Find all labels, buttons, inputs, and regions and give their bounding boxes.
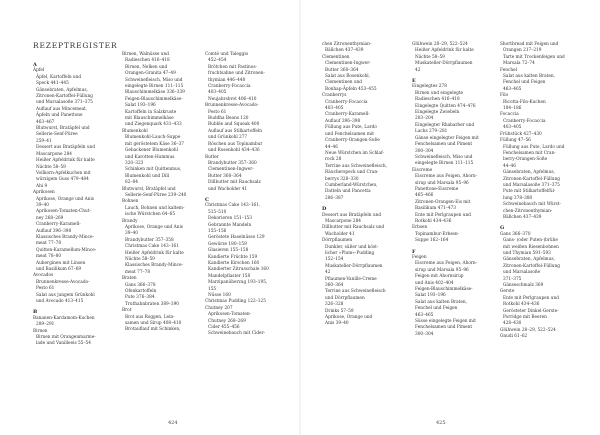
index-subentry: und Basilikum 67–69	[36, 267, 82, 272]
index-subentry: würzigem Guss 479–484	[36, 177, 89, 183]
index-subentry: Clementinen-Ingwer-	[325, 61, 371, 67]
index-subentry: Salat aus Rosenkohl,	[325, 74, 370, 80]
index-subentry: und Marsalasoße 371–375	[503, 182, 560, 188]
index-subentry: 39–40	[36, 202, 49, 208]
index-subentry: 403–405	[208, 90, 227, 96]
index-subentry: 326–328	[325, 302, 344, 308]
index-entry: Aprikosen	[33, 190, 55, 196]
index-subentry: thymian 446–448	[208, 77, 246, 83]
index-subentry: Cumberland-Würstchen,	[325, 182, 378, 188]
index-subentry: Salat 193–196	[415, 293, 446, 299]
index-subentry: meat 78–80	[36, 254, 62, 260]
index-subentry: Mascarpone 284	[36, 151, 73, 157]
index-entry: Clementinen	[322, 54, 350, 60]
index-entry: Blutwurst, Bratäpfel und	[122, 186, 176, 192]
index-subentry: 515–510	[208, 209, 227, 215]
index-subentry: fruchtsahne und Zitronen-	[208, 71, 265, 77]
index-column-3	[205, 52, 283, 338]
index-entry: Füllung 47–56	[500, 138, 531, 144]
index-column-2	[122, 52, 200, 334]
index-column-1	[33, 62, 111, 348]
index-subentry: meat 77–78	[125, 269, 151, 275]
index-subentry: Dunkler, süßer und köst-	[325, 244, 379, 250]
index-subentry: Dekorieren 151–153	[208, 216, 252, 222]
index-subentry: Gans- (oder Puten-)brühe	[503, 238, 558, 244]
index-subentry: Panettone-Eiscreme	[415, 186, 459, 192]
index-entry: Bohnen	[122, 199, 139, 205]
index-subentry: Eingelegte Quitten 474–476	[415, 103, 476, 109]
index-subentry: Lachs 279–281	[415, 129, 448, 135]
index-subentry: Feigen-Blauschimmelkäse-	[125, 96, 183, 102]
index-entry: Chutney 207	[205, 305, 233, 311]
index-subentry: Salat 193–196	[125, 103, 156, 109]
index-entry: Äpfel	[33, 68, 45, 74]
index-subentry: Aprikosen-Tomaten-Chut-	[36, 209, 91, 215]
index-subentry: Gebrannte Mandeln	[208, 222, 252, 228]
index-subentry: Äpfeln und Panettone	[36, 113, 83, 119]
index-subentry: Cider 455–456	[208, 325, 240, 331]
index-subentry: Radieschen 416–418	[125, 58, 170, 64]
index-subentry: 82–84	[125, 180, 138, 186]
index-subentry: und Wacholder 41	[208, 186, 248, 192]
index-subentry: und Marsalasoße 371–375	[36, 100, 93, 106]
index-subentry: Zitronen-Kartoffel-Füllung	[36, 94, 93, 100]
index-subentry: Gänsebraten, Apfelmus,	[503, 170, 555, 176]
index-subentry: Feigen-Blauschimmelkäse-	[415, 287, 473, 293]
index-subentry: Sellerie-Senf-Püree 239–240	[125, 192, 187, 198]
index-subentry: Eingelegter Rhabarber und	[415, 122, 475, 128]
index-subentry: Pute 376–384	[125, 295, 155, 301]
index-subentry: Datteln und Pancetta	[325, 189, 371, 195]
index-subentry: Anis 39–40	[325, 321, 349, 327]
index-column-5	[412, 42, 490, 338]
index-entry: Braten	[122, 276, 137, 282]
index-subentry: Pesto 61	[208, 109, 227, 115]
index-column-6	[500, 42, 578, 341]
index-subentry: Auflauf aus Stilkartoffeln	[208, 128, 263, 134]
index-entry: Gerste	[500, 289, 515, 295]
index-subentry: Muskateller-Dörrpflaumen	[325, 263, 383, 269]
index-subentry: Äpfel, Kartoffeln und	[36, 74, 82, 80]
index-subentry: Süsse eingelegte Feigen mit	[415, 319, 476, 325]
index-subentry: Ofenkartoffeln	[125, 289, 157, 295]
index-subentry: Marsala 72–74	[503, 61, 535, 67]
index-subentry: Heißer Apfeldrink für kalte	[415, 48, 474, 54]
index-subentry: 152–154	[325, 257, 344, 263]
index-entry: Dörrpflaumen	[322, 238, 353, 244]
index-subentry: Gänse eingelegter Feigen mit	[415, 135, 479, 141]
index-subentry: Glasieren 155–158	[208, 248, 249, 254]
index-section-letter: C	[205, 196, 209, 203]
index-subentry: 465–466	[415, 193, 434, 199]
index-subentry: mit geröstetem Käse 36–37	[125, 141, 184, 147]
index-subentry: eingelegte Birnen 111–115	[415, 161, 474, 167]
index-subentry: 428–430	[503, 321, 522, 327]
index-subentry: Pflaumen-Vanille-Creme	[325, 276, 377, 282]
index-subentry: Butter 360–364	[208, 173, 242, 179]
index-subentry: Radieschen 416–418	[415, 97, 460, 103]
index-subentry: 289–291	[36, 322, 55, 328]
index-entry: Christmas Cake 143–161,	[205, 203, 261, 209]
index-subentry: Schweinefleisch, Miso und	[125, 77, 183, 83]
index-subentry: Zitronen-Kartoffel-Füllung	[503, 263, 560, 269]
index-subentry: sirup und Marsala 95–96	[415, 267, 469, 273]
index-subentry: und Karotten-Hummus	[125, 154, 175, 160]
index-subentry: Gans 366–378	[125, 282, 156, 288]
index-subentry: Blutwurst, Bratäpfel und	[36, 126, 90, 132]
index-entry: Birnen	[33, 328, 48, 334]
index-subentry: Brotauflauf mit Schinken,	[125, 327, 181, 333]
page-number: 424	[168, 420, 178, 426]
index-subentry: 155–156	[208, 228, 227, 234]
index-subentry: Nächte 58–59	[36, 164, 66, 170]
index-entry: chen Zitronenthymian-	[322, 42, 372, 47]
index-subentry: Vollkorn-Apfelkuchen mit	[36, 170, 91, 176]
index-entry: Eingelegtes 278	[412, 84, 447, 90]
index-subentry: Orangen 217–219	[503, 48, 542, 54]
index-subentry: Neujahrsbrot 406–410	[208, 96, 257, 102]
index-subentry: Blauschimmelkäse 336–339	[125, 90, 185, 96]
index-subentry: Cranberry-Focaccia	[503, 118, 546, 124]
index-subentry: berrys 328–330	[325, 176, 359, 182]
index-subentry: Heißer Apfeldrink für kalte	[125, 250, 184, 256]
index-subentry: Auflauf 396–398	[36, 228, 72, 234]
index-subentry: Rotkohl 434–436	[415, 218, 452, 224]
index-subentry: 44–46	[325, 144, 338, 150]
index-subentry: Heißer Apfeldrink für kalte	[36, 158, 95, 164]
index-subentry: Eiscreme aus Feigen, Ahorn-	[415, 174, 478, 180]
index-subentry: lung 378–380	[503, 195, 533, 201]
index-subentry: Fenchelsamen und Piment	[415, 325, 473, 331]
index-subentry: Kandierte Kirschen 160	[208, 261, 260, 266]
index-subentry: Fenchelsamen mit Cran-	[503, 150, 556, 156]
index-subentry: licher »Plum«-Pudding	[325, 251, 375, 256]
index-subentry: Brandybutter 357–358	[125, 237, 174, 243]
index-subentry: 42	[325, 270, 331, 276]
index-subentry: eingelegte Birnen 111–115	[125, 84, 184, 90]
index-subentry: Salat aus kalten Braten,	[415, 299, 467, 305]
index-entry: Focaccia	[500, 112, 519, 118]
index-subentry: ische Würstchen 64–65	[125, 212, 176, 218]
index-subentry: 203–204	[415, 116, 434, 122]
index-subentry: Tarte mit Trockenfeigen und	[503, 54, 565, 60]
index-subentry: Schweinebauch mit Würst-	[503, 202, 561, 208]
index-subentry: Ente mit Perlgraupen und	[415, 212, 471, 218]
index-subentry: Chutney 268–269	[208, 318, 246, 324]
index-subentry: Topinambur-Erbsen-	[415, 231, 460, 237]
index-subentry: Bällchen 437–439	[503, 214, 542, 220]
index-subentry: Ente mit Perlgraupen und	[503, 295, 559, 301]
index-section-letter: G	[500, 225, 505, 232]
index-subentry: Drinks 57–59	[325, 308, 354, 314]
index-subentry: Röschen aus Topinambur	[208, 141, 263, 147]
index-subentry: 320–323	[125, 160, 144, 166]
index-subentry: Brandybutter 357–360	[208, 160, 257, 166]
index-subentry: Blumenkohl und Dill	[125, 173, 170, 179]
index-subentry: Brot aus Roggen, Lein-	[125, 314, 175, 320]
index-subentry: mit Blauschimmelkäse	[125, 116, 174, 122]
index-subentry: und Ziegenquark 431–433	[125, 122, 182, 128]
index-entry: Cranberrys	[322, 93, 347, 99]
index-entry: Brot	[122, 308, 132, 314]
index-entry: Blumenkohl	[122, 128, 148, 134]
index-subentry: Aprikose, Orange und Anis	[36, 196, 94, 202]
index-subentry: 360–364	[325, 283, 344, 289]
index-subentry: rock 28	[325, 157, 342, 163]
index-subentry: und Dörrpflaumen	[325, 295, 365, 301]
index-subentry: Gewürze 180–159	[208, 241, 247, 247]
index-subentry: 463–465	[415, 312, 434, 318]
index-entry: Frühstück 427–430	[500, 131, 542, 137]
index-column-4	[322, 42, 400, 328]
index-subentry: sirup und Marsala 95–96	[415, 180, 469, 186]
page-number: 425	[436, 420, 446, 426]
index-subentry: Dessert aus Bratäpfeln und	[36, 145, 96, 151]
index-subentry: 39–40	[125, 231, 138, 237]
index-subentry: 403–405	[325, 106, 344, 112]
index-entry: Shortbread mit Feigen und	[500, 42, 559, 47]
index-subentry: und Avocado 413–415	[36, 299, 84, 305]
index-subentry: Cranberry-Focaccia	[325, 99, 368, 105]
index-subentry: Nüsse 160	[208, 293, 231, 299]
index-subentry: Blumenkohl-Lauch-Suppe	[125, 135, 181, 141]
index-subentry: 300–304	[415, 331, 434, 337]
index-entry: Erbsen	[412, 225, 428, 231]
index-subentry: Eingelegte Zwiebeln	[415, 110, 460, 116]
index-subentry: Clementinen-Ingwer-	[208, 167, 254, 173]
index-subentry: Mascarpone 284	[325, 218, 362, 224]
index-subentry: 44–46	[503, 163, 516, 169]
index-subentry: Neue Würstchen im Schlaf-	[325, 150, 384, 156]
index-entry: Filo	[500, 93, 509, 99]
index-subentry: Terrine aus Schweinefleisch	[325, 289, 386, 295]
index-subentry: mit weißen Riesenbohnen	[503, 244, 559, 250]
index-entry: Brandy	[122, 218, 138, 224]
index-entry: Gnudi 61–62	[500, 334, 528, 340]
index-subentry: berry-Orangen-Soße	[503, 157, 548, 163]
index-subentry: Cranberry-Orangen-Soße	[325, 138, 380, 144]
index-subentry: Pesto 61	[36, 286, 55, 292]
index-subentry: Sellerie-Senf-Püree	[36, 132, 78, 138]
index-subentry: Christmas Cake 143–161	[125, 244, 179, 250]
index-subentry: Birnen und eingelegte	[415, 90, 464, 96]
index-subentry: Cranberry-Focaccia	[208, 84, 251, 90]
index-section-letter: A	[33, 62, 37, 68]
index-entry: Birnen, Walnüsse und	[122, 52, 169, 57]
index-subentry: Cranberry-Karamell-	[325, 112, 370, 118]
index-subentry: Gänseschmalz 369	[503, 283, 544, 289]
index-entry: Dessert aus Bratäpfeln und	[322, 212, 382, 218]
index-subentry: Nächte 58–59	[415, 54, 445, 60]
index-subentry: Klassisches Brandy-Mince-	[36, 234, 94, 240]
index-subentry: 463–467	[36, 119, 55, 125]
index-subentry: Gänsebraten, Apfelmus,	[503, 257, 555, 263]
index-subentry: Auflauf 396–398	[325, 118, 361, 124]
index-subentry: Mandelpflaster 158	[208, 273, 251, 279]
index-subentry: und Fenchelsamen mit	[325, 131, 374, 137]
index-entry: Glühwein 28–29, 522–524	[500, 327, 556, 333]
index-subentry: Brunnenkresse-Avocado-	[36, 279, 90, 285]
index-subentry: und Grünkohl 277	[208, 135, 248, 141]
index-subentry: Schinken mit Quittenmus,	[125, 167, 182, 173]
index-subentry: Suppe 162–164	[415, 238, 449, 244]
index-entry: Butter	[205, 154, 219, 160]
index-subentry: Bonhap-Äpfeln 453–455	[325, 86, 377, 92]
index-subentry: Birnen mit Orangenmarme-	[36, 335, 96, 341]
index-subentry: Dillbutter mit Rauchsalz	[208, 180, 261, 186]
index-subentry: Aprikosen-Tomaten-	[208, 312, 252, 318]
index-subentry: und Marsalasoße	[503, 270, 541, 276]
index-entry: Dillbutter mit Rauchsalz und	[322, 225, 385, 231]
index-subentry: Bubble and Squeak 400	[208, 122, 260, 128]
index-subentry: Kandierter Zitrusschale 160	[208, 267, 269, 273]
index-entry: Brunnenkresse-Avocado-	[205, 103, 259, 109]
index-subentry: Aprikose, Orange und Anis	[125, 224, 183, 230]
index-subentry: Quitten-Karamellum-Mince-	[36, 247, 97, 253]
index-subentry: Brötchen mit Pastinos-	[208, 64, 257, 70]
index-section-letter: F	[412, 248, 416, 255]
index-subentry: Clementinen und	[325, 80, 363, 86]
index-subentry: Füllung aus Pute, Lardo	[325, 125, 377, 131]
index-subentry: Feigen mit Ahornsirup	[415, 274, 464, 280]
index-subentry: Porridge mit Beeren	[503, 315, 547, 321]
index-entry: Fenchel	[500, 67, 517, 73]
index-subentry: ney 268–269	[36, 215, 64, 221]
index-subentry: Truthahnbraten 389–390	[125, 301, 180, 307]
index-subentry: Cranberry-Karamell-	[36, 222, 81, 228]
index-subentry: Schweinebauch mit Cider-	[208, 331, 266, 337]
index-subentry: chen-Zitronenthymian-	[503, 208, 553, 214]
index-subentry: Geröstete Haselnüsse 129	[208, 235, 265, 241]
right-page	[300, 0, 600, 435]
index-subentry: Buddha Beans 120	[208, 116, 249, 122]
index-subentry: 300–304	[415, 148, 434, 154]
running-head: REZEPTREGISTER	[33, 41, 118, 50]
index-subentry: Lauch, Bohnen und kaltem-	[125, 205, 185, 211]
index-subentry: 42	[415, 67, 421, 73]
index-entry: Christmas Pudding 122–125	[205, 299, 266, 305]
index-subentry: Zitronen-Orangen-Eis mit	[415, 199, 471, 205]
index-subentry: Salat aus jungem Grünkohl	[36, 292, 95, 298]
index-subentry: Gebackener Blumenkohl	[125, 148, 179, 154]
index-subentry: Räucherspeck und Cran-	[325, 170, 379, 176]
index-subentry: 371–375	[503, 276, 522, 282]
index-subentry: und Thymian 591–593	[503, 251, 551, 256]
index-subentry: Auberginen mit Linsen	[36, 260, 86, 266]
index-subentry: Gerösteter Dinkel-Gerste-	[503, 308, 559, 314]
index-subentry: Eiscreme aus Feigen, Ahorn-	[415, 261, 478, 267]
index-section-letter: E	[412, 78, 416, 85]
index-subentry: Birnen, Nelken und	[125, 64, 168, 70]
index-subentry: 259–41	[36, 138, 52, 144]
index-entry: Gans 366–370	[500, 231, 531, 237]
index-entry: Feigen	[412, 255, 427, 260]
index-subentry: samen und Sirup 408–410	[125, 321, 182, 327]
index-subentry: 184–186	[503, 106, 522, 112]
index-subentry: 452–454	[208, 58, 227, 64]
index-subentry: Pute mit Stilkartoffelfül-	[503, 189, 556, 195]
index-subentry: Nächte 58–59	[125, 257, 155, 262]
index-subentry: Orangen-Granita 47–49	[125, 71, 176, 77]
index-subentry: Schweinefleisch, Miso und	[415, 154, 473, 160]
index-subentry: Aprikose, Orange und	[325, 315, 373, 321]
index-subentry: Speck 441–445	[36, 81, 69, 87]
index-subentry: und Rosenkohl 434–436	[208, 148, 260, 154]
index-subentry: meat 77–78	[36, 241, 62, 247]
index-subentry: 286–387	[325, 195, 344, 201]
index-subentry: Bällchen 437–439	[325, 48, 364, 54]
index-subentry: Marzipanüberzug 193–195,	[208, 280, 268, 286]
index-subentry: 463–465	[503, 86, 522, 92]
index-subentry: Terrine aus Schweinefleisch,	[325, 163, 388, 169]
index-subentry: Kartoffeln in Salzkruste	[125, 109, 177, 115]
index-subentry: Fenchel und Feigen	[415, 306, 458, 312]
index-entry: Eiscreme	[412, 167, 433, 173]
index-section-letter: D	[322, 206, 327, 213]
index-entry: Bananen-Kardamom-Kuchen	[33, 315, 95, 321]
index-subentry: Rotkohl 434–436	[503, 302, 540, 308]
index-entry: Comté und Taleggio	[205, 52, 249, 57]
index-subentry: Klassisches Brandy-Mince-	[125, 263, 183, 269]
index-subentry: Basilikum 471–473	[415, 206, 456, 212]
index-subentry: Muskateller-Dörrpflaumen	[415, 61, 473, 67]
index-section-letter: B	[33, 309, 38, 316]
index-subentry: Ricotta-Filo-Kuchen	[503, 99, 546, 105]
index-subentry: Füllung aus Pute, Lardo und	[503, 144, 565, 150]
index-subentry: Wacholder 41	[325, 231, 355, 237]
index-subentry: Zitronen-Kartoffel-Füllung	[503, 176, 560, 182]
index-subentry: Kandierte Früchte 159	[208, 254, 258, 260]
index-subentry: Fenchel und Feigen	[503, 80, 546, 86]
index-subentry: Auflauf aus Mincemeat,	[36, 106, 88, 112]
index-subentry: Salat aus kalten Braten,	[503, 74, 555, 80]
index-subentry: Butter 360–364	[325, 67, 359, 73]
index-subentry: Fenchelsamen und Piment	[415, 142, 473, 148]
index-entry: Glühwein 28–29, 522–524	[412, 42, 468, 47]
index-subentry: und Anis 402–404	[415, 280, 454, 286]
index-subentry: Gänsebraten, Apfelmus,	[36, 87, 88, 93]
index-subentry: lade und Vanilleeis 55–54	[36, 341, 91, 347]
index-entry: Avocados	[33, 273, 54, 279]
index-subentry: Ahi 9	[36, 183, 48, 189]
index-subentry: 403–405	[503, 125, 522, 131]
index-subentry: 155	[208, 286, 217, 292]
